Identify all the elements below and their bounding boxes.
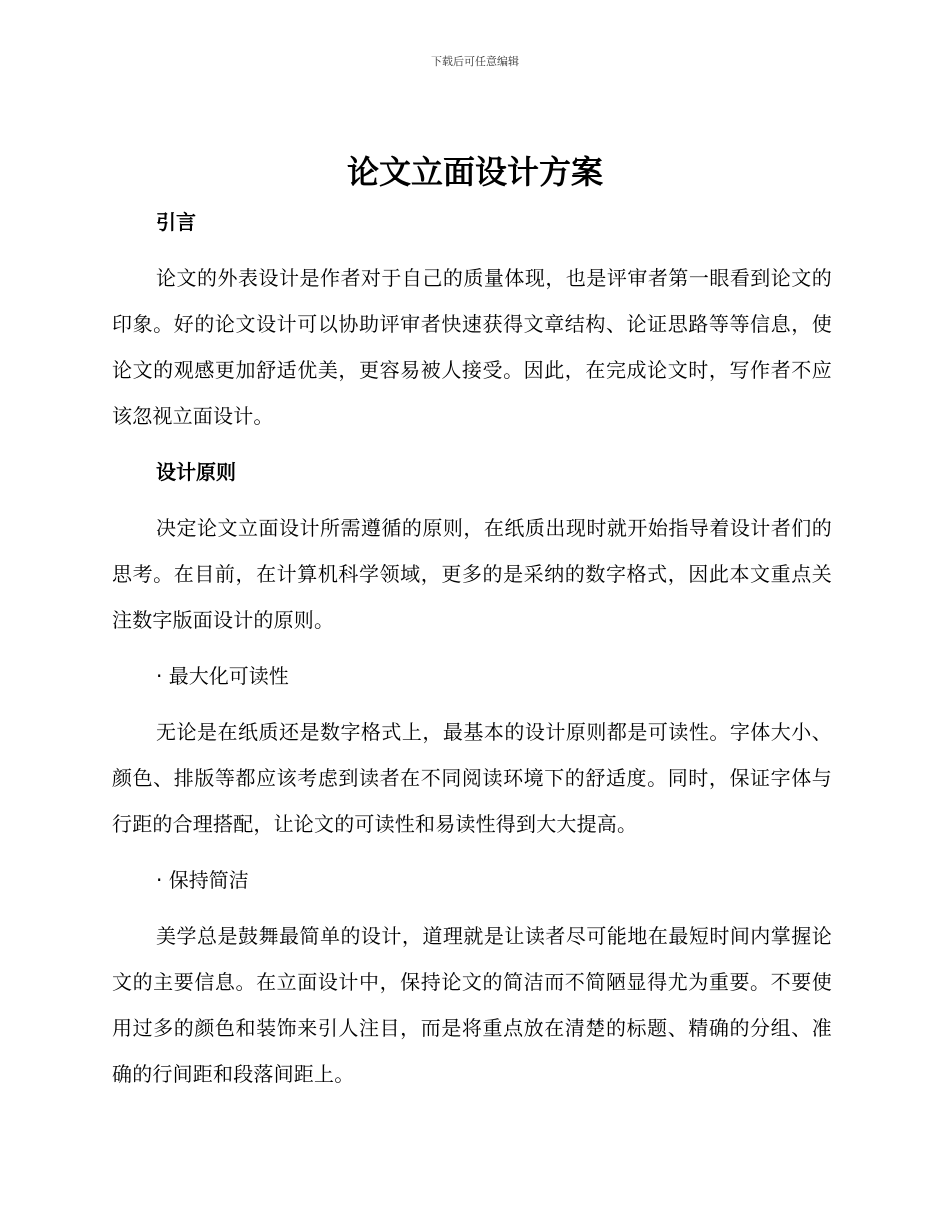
spacer: [112, 699, 832, 709]
bullet-maximize-readability: · 最大化可读性: [156, 664, 289, 688]
spacer: [112, 495, 832, 505]
section-heading-design-principles: 设计原则: [156, 460, 236, 484]
spacer: [112, 903, 832, 913]
paragraph-readability: 无论是在纸质还是数字格式上，最基本的设计原则都是可读性。字体大小、颜色、排版等都应该考虑到读者在不同阅读环境下的舒适度。同时，保证字体与行距的合理搭配，让论文的可读性和易读性得到大大提高。: [112, 720, 832, 836]
paragraph-simplicity: 美学总是鼓舞最简单的设计，道理就是让读者尽可能地在最短时间内掌握论文的主要信息。在立面设计中，保持论文的简洁而不简陋显得尤为重要。不要使用过多的颜色和装饰来引人注目，而是将重点放在清楚的标题、精确的分组、准确的行间距和段落间距上。: [112, 924, 832, 1086]
document-title: 论文立面设计方案: [346, 153, 603, 191]
paragraph-design-principles: 决定论文立面设计所需遵循的原则，在纸质出现时就开始指导着设计者们的思考。在目前，在计算机科学领域，更多的是采纳的数字格式，因此本文重点关注数字版面设计的原则。: [112, 516, 832, 632]
paragraph-introduction: 论文的外表设计是作者对于自己的质量体现，也是评审者第一眼看到论文的印象。好的论文设计可以协助评审者快速获得文章结构、论证思路等等信息，使论文的观感更加舒适优美，更容易被人接受。因此，在完成论文时，写作者不应该忽视立面设计。: [112, 266, 832, 428]
page-header-note: 下载后可任意编辑: [431, 55, 519, 68]
document-body: [112, 199, 832, 1097]
spacer: [112, 643, 832, 653]
bullet-keep-simple: · 保持简洁: [156, 868, 249, 892]
spacer: [112, 439, 832, 449]
spacer: [112, 245, 832, 255]
spacer: [112, 847, 832, 857]
section-heading-introduction: 引言: [156, 210, 196, 234]
